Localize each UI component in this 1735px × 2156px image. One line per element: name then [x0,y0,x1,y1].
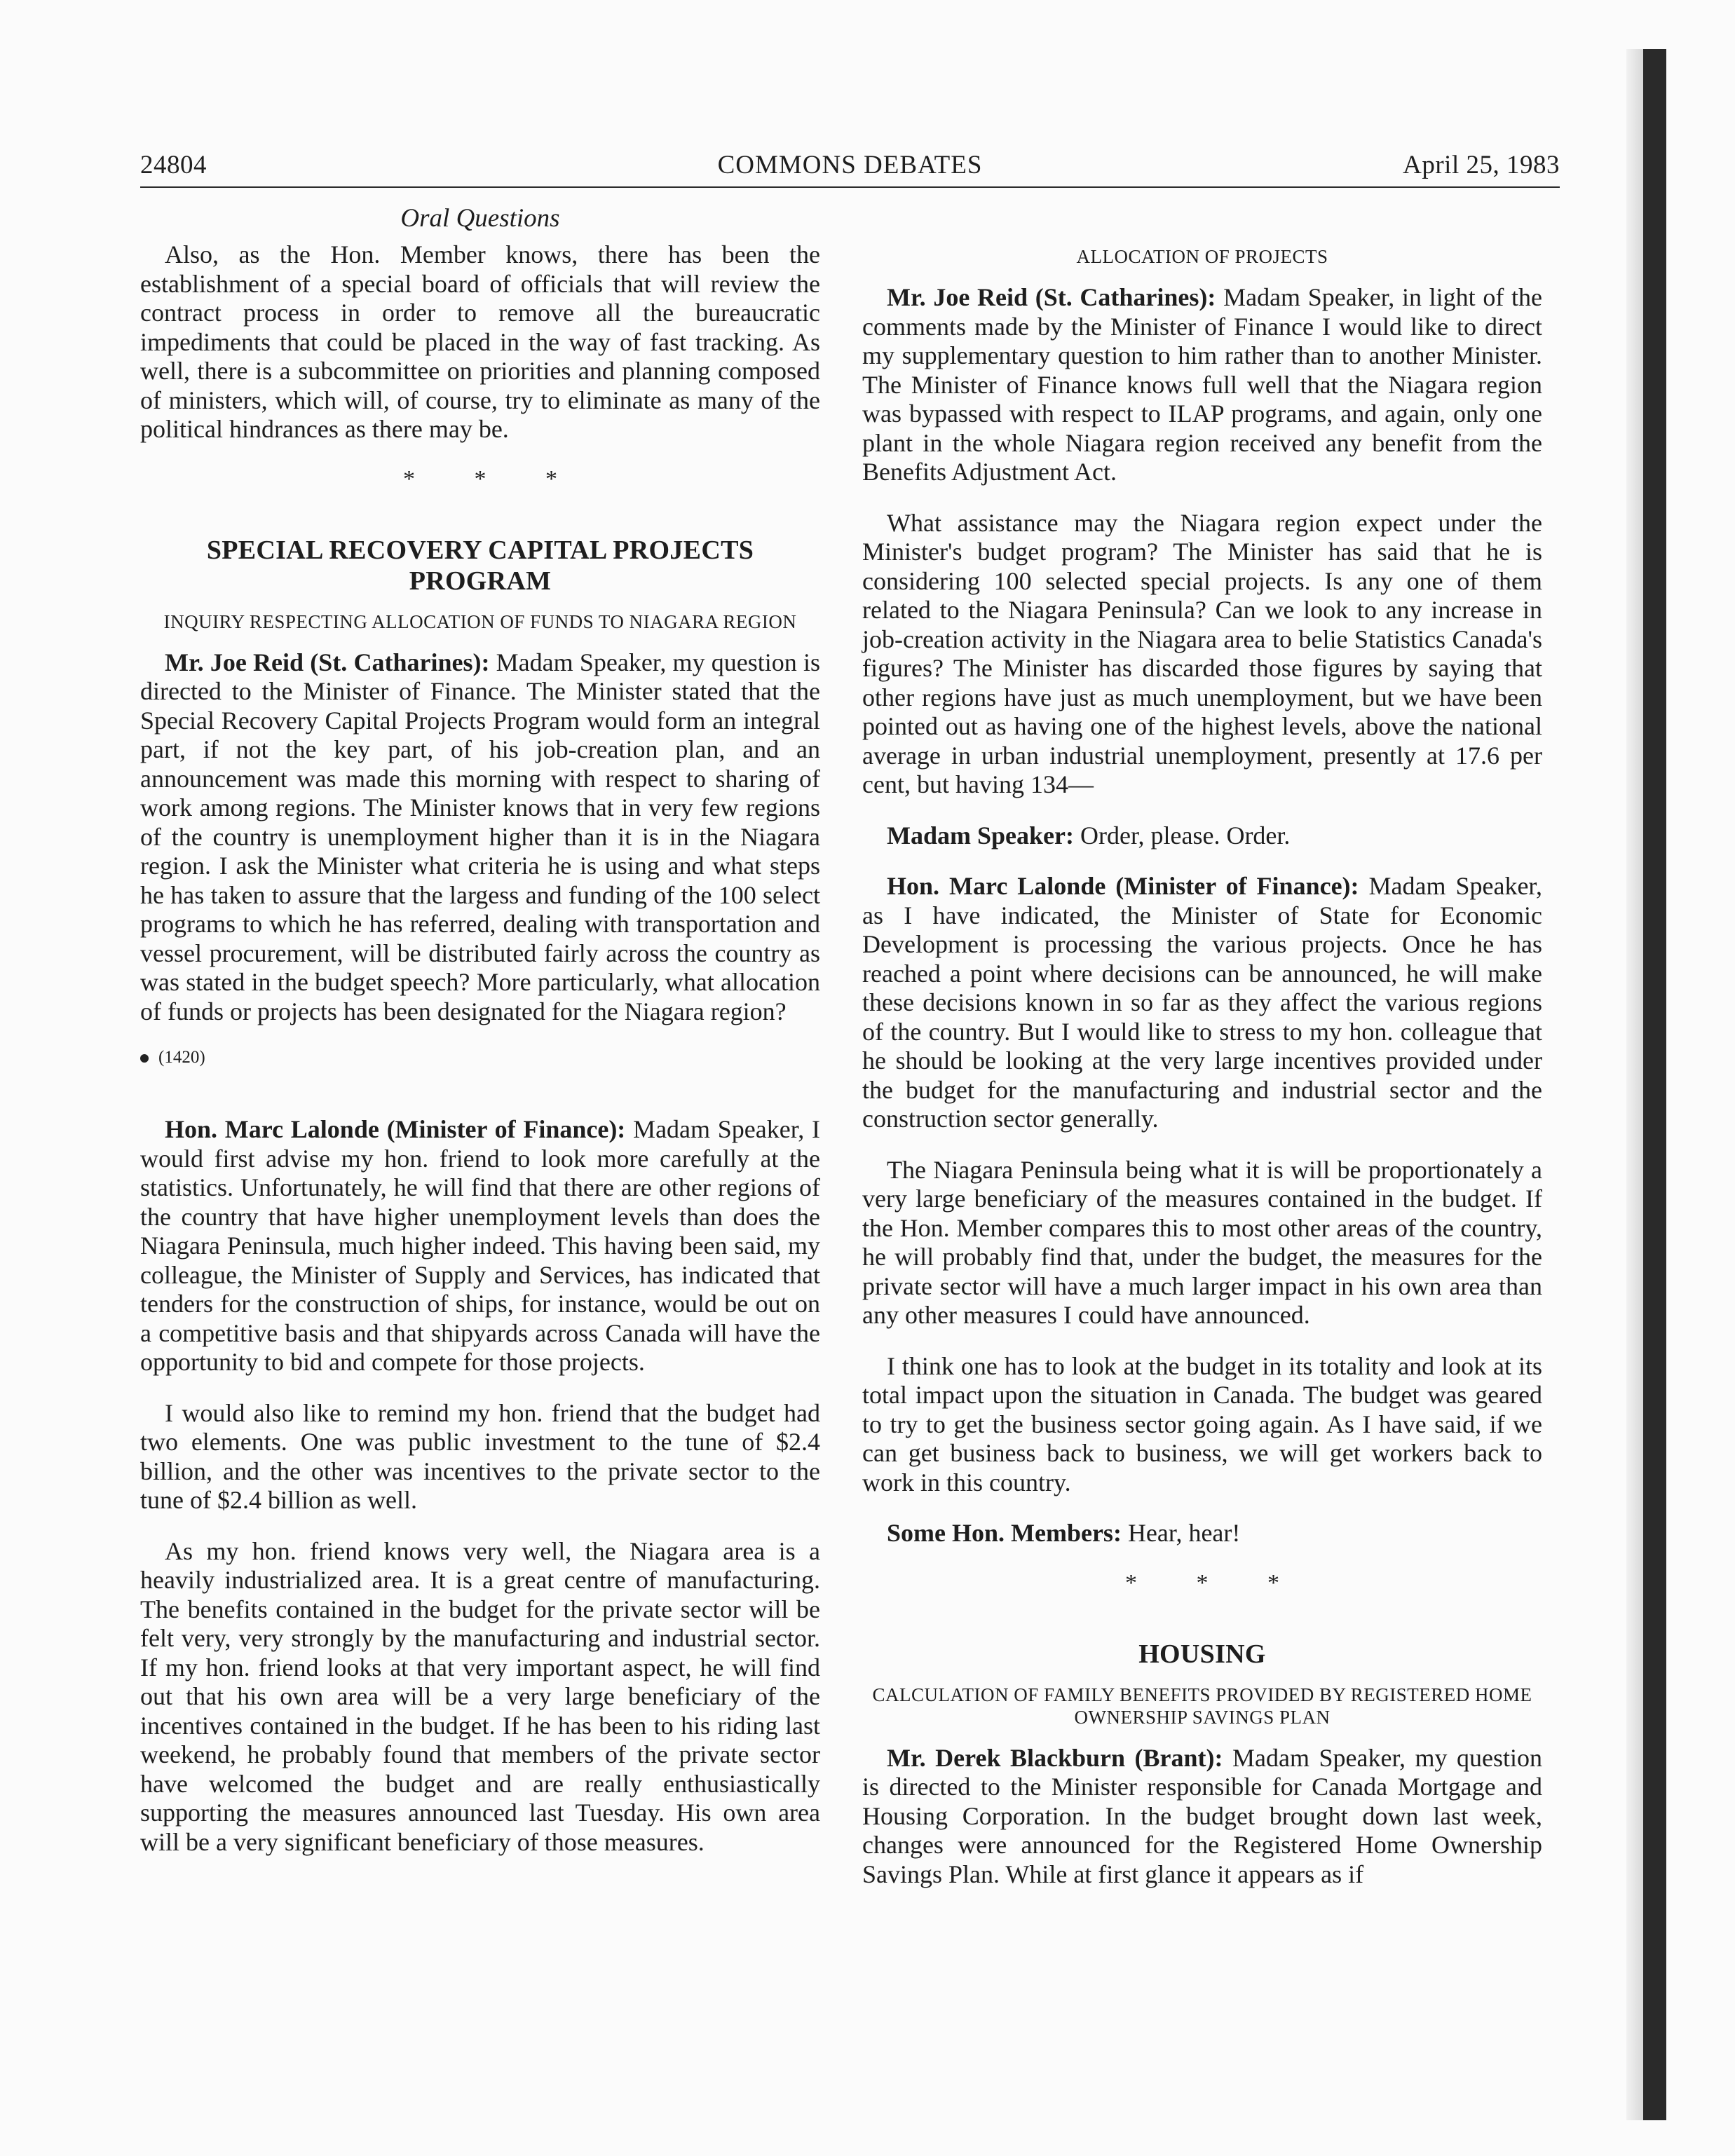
paragraph [862,821,1542,851]
paragraph: The Niagara Peninsula being what it is will be proportionately a very large beneficiary of the measures contained in the budget. If the Hon. Member compares this to most other areas of the country, he will probably find that, under the budget, the measures for the private sector will have a much larger impact in his own area than any other measures I could have announced. [862,1155,1542,1329]
section-subtitle: INQUIRY RESPECTING ALLOCATION OF FUNDS TO NIAGARA REGION [163,610,797,632]
paragraph [862,872,1542,1134]
section-title: HOUSING [1138,1639,1266,1669]
section-subtitle: ALLOCATION OF PROJECTS [1076,246,1328,267]
paragraph [862,1519,1542,1548]
paragraph [140,1115,820,1377]
left-column [140,203,820,1878]
speech-text: Order, please. Order. [1073,821,1291,850]
section-subtitle: CALCULATION OF FAMILY BENEFITS PROVIDED BY REGISTERED HOME OWNERSHIP SAVINGS PLAN [872,1684,1532,1728]
paragraph: As my hon. friend knows very well, the Niagara area is a heavily industrialized area. It is a great centre of manufacturing. The benefits contained in the budget for the private sector will be felt very, very strongly by the manufacturing and industrial sector. If my hon. friend looks at that very important aspect, he will find out that his own area will be a very large beneficiary of the incentives contained in the budget. If he has been to his riding last weekend, he probably found that members of the private sector have welcomed the budget and are really enthusiastically supporting the measures announced last Tuesday. His own area will be a very significant beneficiary of those measures. [140,1536,820,1856]
speaker-name: Mr. Joe Reid (St. Catharines): [165,648,490,676]
speaker-name: Some Hon. Members: [887,1519,1122,1547]
page-number: 24804 [140,151,207,179]
paragraph: I would also like to remind my hon. friend that the budget had two elements. One was public investment to the tune of $2.4 billion, and the other was incentives to the private sector to the tune of $2.4 billion as well. [140,1398,820,1514]
paragraph [140,648,820,1027]
paragraph: I think one has to look at the budget in its totality and look at its total impact upon the situation in Canada. The budget was geared to try to get the business sector going again. As I have said, if we can get business back to business, we will get workers back to work in this country. [862,1351,1542,1496]
publication-title: COMMONS DEBATES [717,151,983,179]
time-marker-text: (1420) [158,1048,205,1067]
speech-text: Madam Speaker, I would first advise my hon. friend to look more carefully at the statistics. Unfortunately, he will find that there are other regions of the country that have higher unemployment levels than does the Niagara Peninsula, much higher indeed. This having been said, my colleague, the Minister of Supply and Services, has indicated that tenders for the construction of ships, for instance, would be out on a competitive basis and that shipyards across Canada will have the opportunity to bid and compete for those projects. [140,1115,820,1376]
speaker-name: Hon. Marc Lalonde (Minister of Finance): [887,872,1359,900]
time-marker [140,1048,820,1067]
speaker-name: Madam Speaker: [887,821,1074,850]
paragraph: What assistance may the Niagara region expect under the Minister's budget program? The Minister has said that he is considering 100 selected special projects. Is any one of them related to the Niagara Peninsula? Can we look to any increase in job-creation activity in the Niagara area to belie Statistics Canada's figures? The Minister has discarded those figures by saying that other regions have just as much unemployment, but we have been pointed out as having one of the highest levels, above the national average in urban industrial unemployment, presently at 17.6 per cent, but having 134— [862,508,1542,798]
paragraph [862,1744,1542,1890]
paragraph: Also, as the Hon. Member knows, there has been the establishment of a special board of officials that will review the contract process in order to remove all the bureaucratic impediments that could be placed in the way of fast tracking. As well, there is a subcommittee on priorities and planning composed of ministers, which will, of course, try to eliminate as many of the political hindrances as there may be. [140,240,820,443]
speech-text: Madam Speaker, in light of the comments made by the Minister of Finance I would like to direct my supplementary question to him rather than to another Minister. The Minister of Finance knows full well that the Niagara region was bypassed with respect to ILAP programs, and again, only one plant in the whole Niagara region received any benefit from the Benefits Adjustment Act. [862,283,1543,486]
scan-shadow [1626,49,1643,2120]
page-date: April 25, 1983 [1403,151,1560,179]
speaker-name: Mr. Joe Reid (St. Catharines): [887,283,1216,311]
right-column [862,245,1542,1911]
speaker-name: Hon. Marc Lalonde (Minister of Finance): [165,1115,626,1143]
section-break: * * * [403,465,584,492]
bullet-icon [140,1054,149,1063]
speech-text: Hear, hear! [1121,1519,1241,1547]
paragraph [862,283,1542,487]
speech-text: Madam Speaker, my question is directed to the Minister of Finance. The Minister stated that the Special Recovery Capital Projects Program would form an integral part, if not the key part, of his job-creation plan, and an announcement was made this morning with respect to sharing of work among regions. The Minister knows that in very few regions of the country is unemployment higher than it is in the Niagara region. I ask the Minister what criteria he is using and what steps he has taken to assure that the largess and funding of the 100 select programs to which he has referred, dealing with transportation and vessel procurement, will be distributed fairly across the country as was stated in the budget speech? More particularly, what allocation of funds or projects has been designated for the Niagara region? [140,648,820,1025]
speaker-name: Mr. Derek Blackburn (Brant): [887,1743,1223,1772]
running-head: Oral Questions [400,204,560,233]
section-break: * * * [1125,1569,1306,1596]
speech-text: Madam Speaker, as I have indicated, the Minister of State for Economic Development is processing the various projects. Once he has reached a point where decisions can be announced, he will make these decisions known in so far as they affect the various regions of the country. But I would like to stress to my hon. colleague that he should be looking at the very large incentives provided under the budget for the manufacturing and industrial sector and the construction sector generally. [862,872,1542,1133]
section-title: SPECIAL RECOVERY CAPITAL PROJECTS PROGRAM [206,535,754,596]
page-header [140,150,1560,192]
scan-edge [1643,49,1666,2120]
speech-text: Madam Speaker, my question is directed to the Minister responsible for Canada Mortgage and Housing Corporation. In the budget brought down last week, changes were announced for the Registered Home Ownership Savings Plan. While at first glance it appears as if [862,1743,1542,1888]
header-rule [140,186,1560,188]
